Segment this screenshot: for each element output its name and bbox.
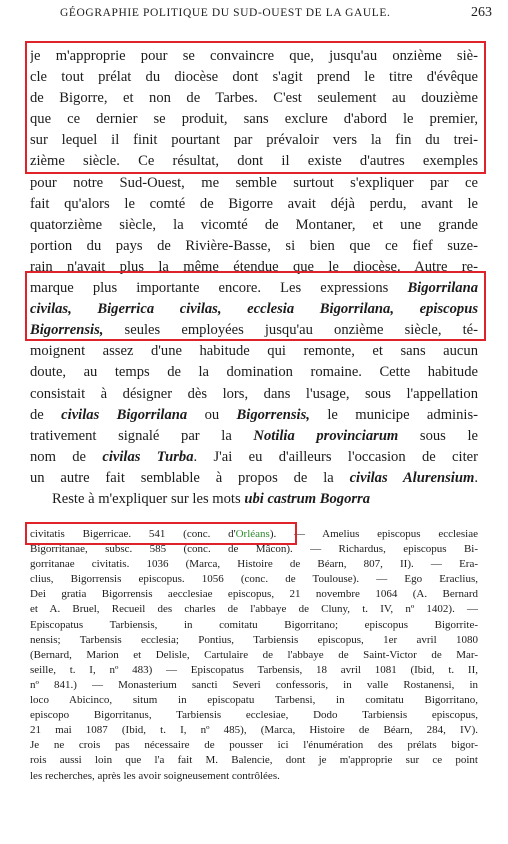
text-line [30, 426, 478, 447]
text-line: sur lequel il finit pourtant par prévaloir vers la fin du trei- [30, 132, 478, 149]
text-line [30, 468, 478, 489]
text-line: cle tout prélat du diocèse dont s'agit prend le titre d'évêque [30, 69, 478, 86]
text-run: Reste à m'expliquer sur les mots [52, 490, 245, 507]
text-run: le municipe adminis- [309, 406, 478, 423]
header-title: GÉOGRAPHIE POLITIQUE DU SUD-OUEST DE LA GAULE. [60, 7, 391, 19]
text-run: trativement signalé par la [30, 427, 254, 444]
italic-term: civilas Bigorrilana [61, 406, 188, 423]
text-line: fait qu'alors le comté de Bigorre avait déjà perdu, avant le [30, 195, 478, 212]
italic-term: civilas, Bigerrica civilas, ecclesia Bigorrilana, episcopus [30, 301, 478, 318]
text-run: civitatis Bigerricae. 541 (conc. d' [30, 528, 236, 540]
footnote-line: loco Abicinco, situm in episcopatu Tarbensi, in comitatu Bigorritano, [30, 694, 478, 707]
text-line: portion du pays de Rivière-Basse, si bien que ce fief suze- [30, 237, 478, 254]
text-run: . [474, 469, 478, 486]
footnote-line: nº 841.) — Monasterium sancti Severi confessoris, in valle Rostanensi, in [30, 678, 478, 691]
footnote-line: Je ne crois pas nécessaire de pousser ici l'énumération des prélats bigor- [30, 739, 478, 752]
footnote-line: (Bernard, Marion et Delisle, Cartulaire de l'abbaye de Saint-Victor de Mar- [30, 648, 478, 661]
text-line [30, 405, 478, 426]
text-run: un autre fait semblable à propos de la [30, 469, 350, 486]
text-run: seules employées jusqu'au onzième siècle, té- [103, 322, 478, 339]
text-line: de Bigorre, et non de Tarbes. C'est seulement au douzième [30, 90, 478, 107]
footnotes [30, 527, 478, 784]
italic-term: ubi castrum Bogorra [244, 490, 371, 507]
text-line: je m'approprie pour se convaincre que, jusqu'au onzième siè- [30, 48, 478, 64]
page-number: 263 [471, 5, 492, 20]
highlight-box-2 [25, 271, 486, 341]
footnote-line: 21 mai 1087 (Ibid, t. I, nº 485), (Marca, Histoire de Béarn, 284, IV). [30, 724, 478, 737]
text-line: doute, au temps de la domination romaine. Cette habitude [30, 364, 478, 381]
text-line: pour notre Sud-Ouest, me semble surtout s'expliquer par ce [30, 174, 478, 191]
highlighted-word: Orléans [235, 528, 270, 540]
running-header [60, 4, 492, 24]
footnote-line: Episcopatus Tarbiensis, in comitatu Bigorritano; episcopus Bigorrite- [30, 618, 478, 631]
text-line [30, 489, 478, 510]
text-line: zième siècle. Ce résultat, dont il existe d'autres exemples [30, 153, 478, 170]
text-line [30, 447, 478, 468]
italic-term: Bigorrensis, [30, 322, 104, 339]
italic-term: civilas Turba [102, 448, 194, 465]
text-run: . J'ai eu d'ailleurs l'occasion de citer [193, 448, 478, 465]
footnote-line: gorritanae civitatis. 1036 (Marca, Histoire de Béarn, 807, II). — Era- [30, 558, 478, 571]
footnote-line: Dei gratia Bigorrensis aecclesiae episcopus, 21 novembre 1064 (A. Bernard [30, 588, 478, 601]
text-line: que ce dernier se produit, sans exclure d'abord le premier, [30, 111, 478, 128]
text-line: moignent assez d'une habitude qui remonte, et sans aucun [30, 343, 478, 360]
text-run: sous le [398, 427, 478, 444]
text-line: consistait à désigner dès lors, dans l'usage, sous l'appellation [30, 385, 478, 402]
footnote-line: seille, t. I, nº 483) — Episcopatus Tarbensis, 18 avril 1081 (Ibid, t. II, [30, 663, 478, 676]
text-line: rain n'avait plus la même étendue que le diocèse. Autre re- [30, 258, 478, 275]
text-run: ou [187, 406, 237, 423]
footnote-line: episcopo Bigorritanus, Tarbiensis ecclesiae, Dodo Tarbiensis episcopus, [30, 709, 478, 722]
text-run: de [30, 406, 62, 423]
italic-term: Notilia provinciarum [253, 427, 399, 444]
text-line: quatorzième siècle, la vicomté de Montaner, et une grande [30, 216, 478, 233]
highlight-box-3 [25, 522, 297, 545]
text-run: marque plus importante encore. Les expressions [30, 280, 389, 297]
footnote-line: rois aussi loin que l'a fait M. Balencie, dont je m'approprie sur ce point [30, 754, 478, 767]
highlight-box-1 [25, 41, 486, 174]
footnote-line: clius, Bigorrensis episcopus. 1056 (conc. de Toulouse). — Ego Eraclius, [30, 573, 478, 586]
italic-term: Bigorrensis, [236, 406, 310, 423]
footnote-line: les recherches, après les avoir soigneusement contrôlées. [30, 769, 280, 782]
text-run: ). — Amelius episcopus ecclesiae [269, 528, 478, 540]
footnote-line: nensis; Tarbensis ecclesia; Pontius, Tarbiensis episcopus, 1er avril 1080 [30, 633, 478, 646]
italic-term: Bigorrilana [407, 280, 478, 297]
italic-term: civilas Alurensium [349, 469, 475, 486]
footnote-line: Bigorritanae, subsc. 585 (conc. de Mâcon). — Richardus, episcopus Bi- [30, 543, 478, 556]
text-run: nom de [30, 448, 103, 465]
footnote-line: et A. Bruel, Recueil des charles de l'abbaye de Cluny, t. IV, nº 1402). — [30, 603, 478, 616]
